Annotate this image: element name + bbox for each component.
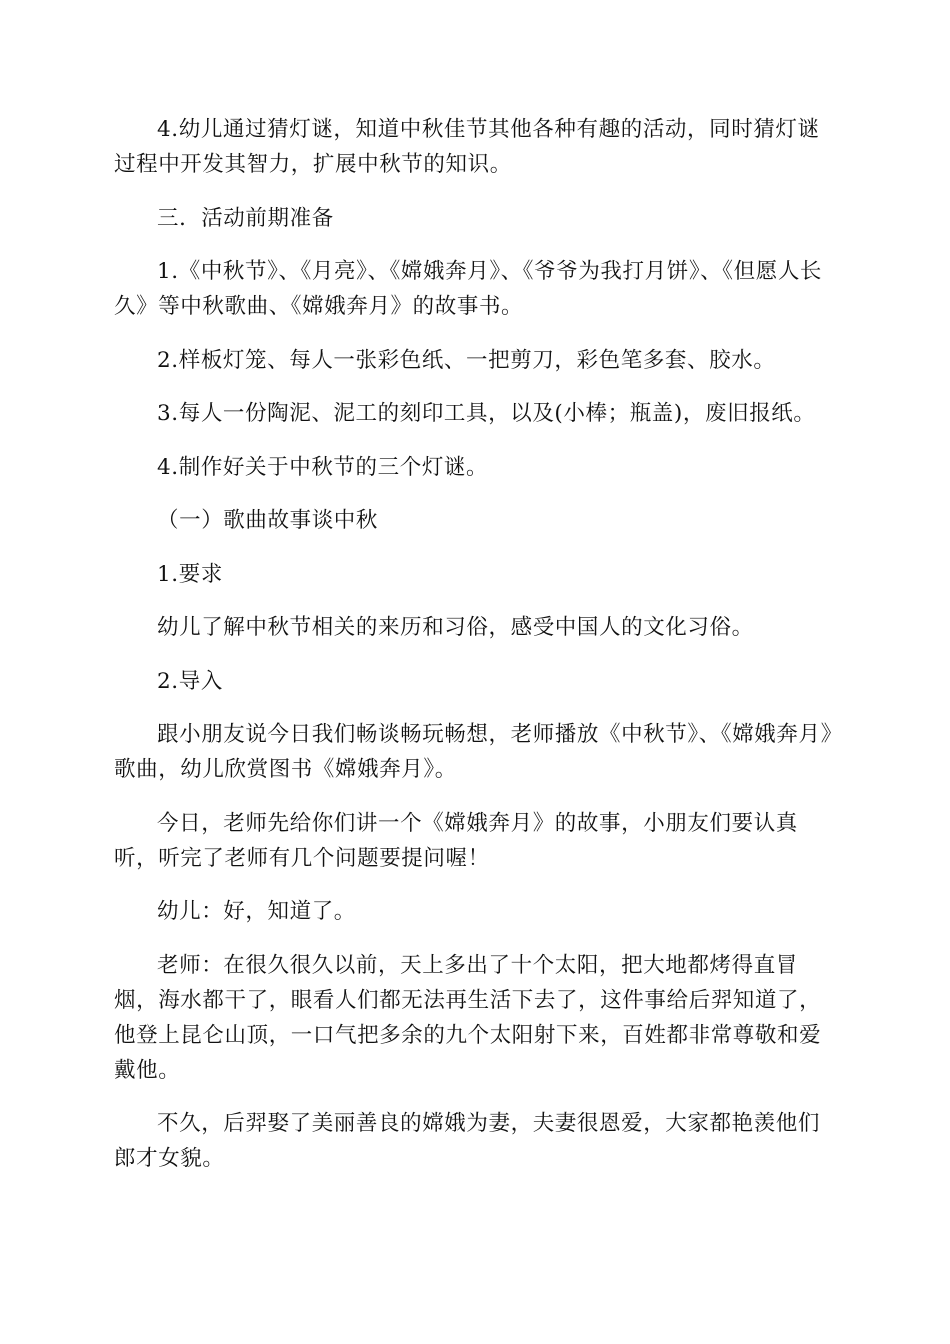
paragraph-objective-4: 4.幼儿通过猜灯谜，知道中秋佳节其他各种有趣的活动，同时猜灯谜过程中开发其智力，扩展中秋节的知识。 xyxy=(114,117,820,177)
subsection-heading-songs-stories: （一）歌曲故事谈中秋 xyxy=(157,508,379,533)
paragraph-prep-4: 4.制作好关于中秋节的三个灯谜。 xyxy=(157,454,489,480)
paragraph-story-continued: 不久，后羿娶了美丽善良的嫦娥为妻，夫妻很恩爱，大家都艳羡他们郎才女貌。 xyxy=(114,1111,821,1171)
paragraph-prep-1: 1.《中秋节》、《月亮》、《嫦娥奔月》、《爷爷为我打月饼》、《但愿人长久》等中秋歌曲、《嫦娥奔月》的故事书。 xyxy=(114,259,823,319)
paragraph-children-reply: 幼儿：好，知道了。 xyxy=(157,899,356,924)
item-heading-introduction: 2.导入 xyxy=(157,668,223,694)
document-body xyxy=(114,112,834,1195)
paragraph-teacher-story: 老师：在很久很久以前，天上多出了十个太阳，把大地都烤得直冒烟，海水都干了，眼看人们都无法再生活下去了，这件事给后羿知道了，他登上昆仑山顶，一口气把多余的九个太阳射下来，百姓都非常尊敬和爱戴他。 xyxy=(114,952,822,1083)
paragraph-prep-2: 2.样板灯笼、每人一张彩色纸、一把剪刀，彩色笔多套、胶水。 xyxy=(157,347,776,373)
paragraph-introduction: 跟小朋友说今日我们畅谈畅玩畅想，老师播放《中秋节》、《嫦娥奔月》歌曲，幼儿欣赏图书《嫦娥奔月》。 xyxy=(114,722,832,782)
paragraph-teacher-intro: 今日，老师先给你们讲一个《嫦娥奔月》的故事，小朋友们要认真听，听完了老师有几个问题要提问喔！ xyxy=(114,810,798,871)
paragraph-prep-3: 3.每人一份陶泥、泥工的刻印工具，以及(小棒；瓶盖)，废旧报纸。 xyxy=(157,401,816,426)
item-heading-requirements: 1.要求 xyxy=(157,561,223,587)
paragraph-requirements: 幼儿了解中秋节相关的来历和习俗，感受中国人的文化习俗。 xyxy=(157,615,754,640)
section-heading-preparation: 三．活动前期准备 xyxy=(157,205,334,231)
